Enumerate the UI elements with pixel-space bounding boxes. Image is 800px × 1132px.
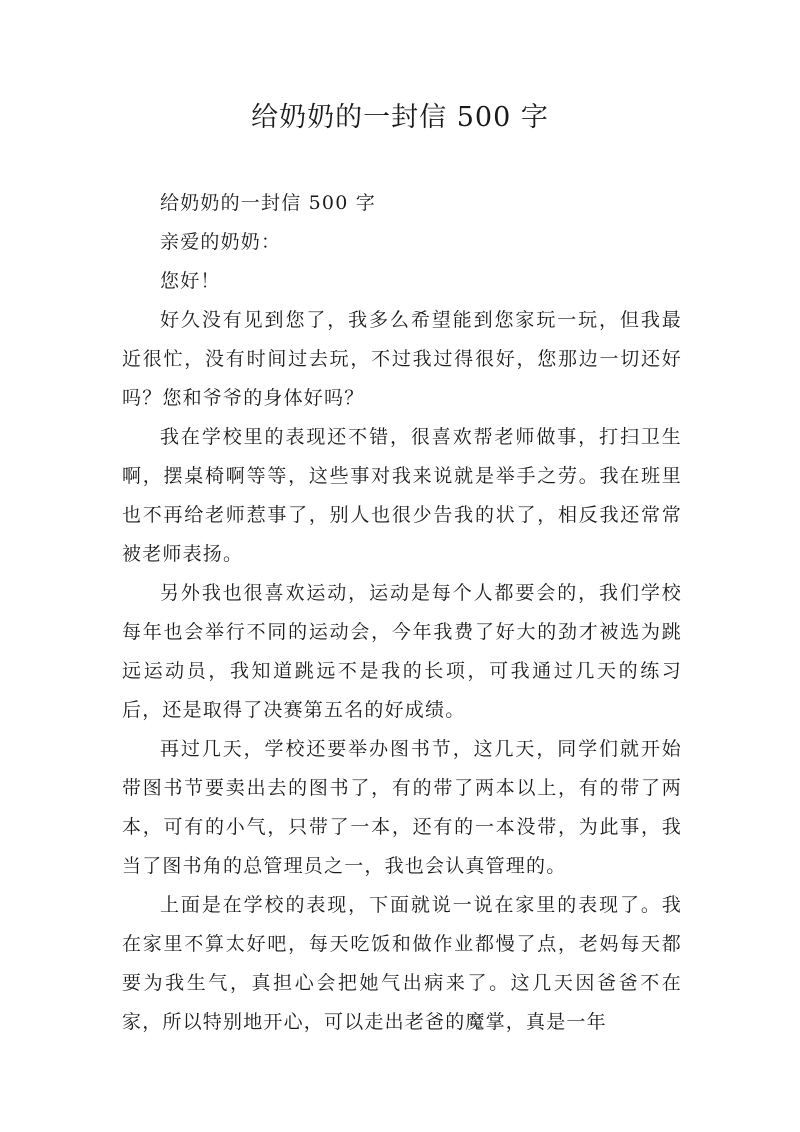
paragraph-heading: 给奶奶的一封信 500 字 <box>160 192 376 214</box>
paragraph: 我在学校里的表现还不错，很喜欢帮老师做事，打扫卫生啊，摆桌椅啊等等，这些事对我来说就是举手之劳。我在班里也不再给老师惹事了，别人也很少告我的状了，相反我还常常被老师表扬。 <box>122 426 682 565</box>
paragraph: 好久没有见到您了，我多么希望能到您家玩一玩，但我最近很忙，没有时间过去玩，不过我过得很好，您那边一切还好吗？您和爷爷的身体好吗？ <box>122 309 682 409</box>
paragraph-greeting: 您好！ <box>160 270 221 292</box>
paragraph: 再过几天，学校还要举办图书节，这几天，同学们就开始带图书节要卖出去的图书了，有的带了两本以上，有的带了两本，可有的小气，只带了一本，还有的一本没带，为此事，我当了图书角的总管理员之一，我也会认真管理的。 <box>122 738 682 877</box>
document-title: 给奶奶的一封信 500 字 <box>251 102 549 133</box>
paragraph-salutation: 亲爱的奶奶： <box>160 231 282 253</box>
document-body <box>122 184 682 1042</box>
paragraph: 上面是在学校的表现，下面就说一说在家里的表现了。我在家里不算太好吧，每天吃饭和做作业都慢了点，老妈每天都要为我生气，真担心会把她气出病来了。这几天因爸爸不在家，所以特别地开心，可以走出老爸的魔掌，真是一年 <box>122 894 682 1033</box>
paragraph: 另外我也很喜欢运动，运动是每个人都要会的，我们学校每年也会举行不同的运动会，今年我费了好大的劲才被选为跳远运动员，我知道跳远不是我的长项，可我通过几天的练习后，还是取得了决赛第五名的好成绩。 <box>122 582 682 721</box>
